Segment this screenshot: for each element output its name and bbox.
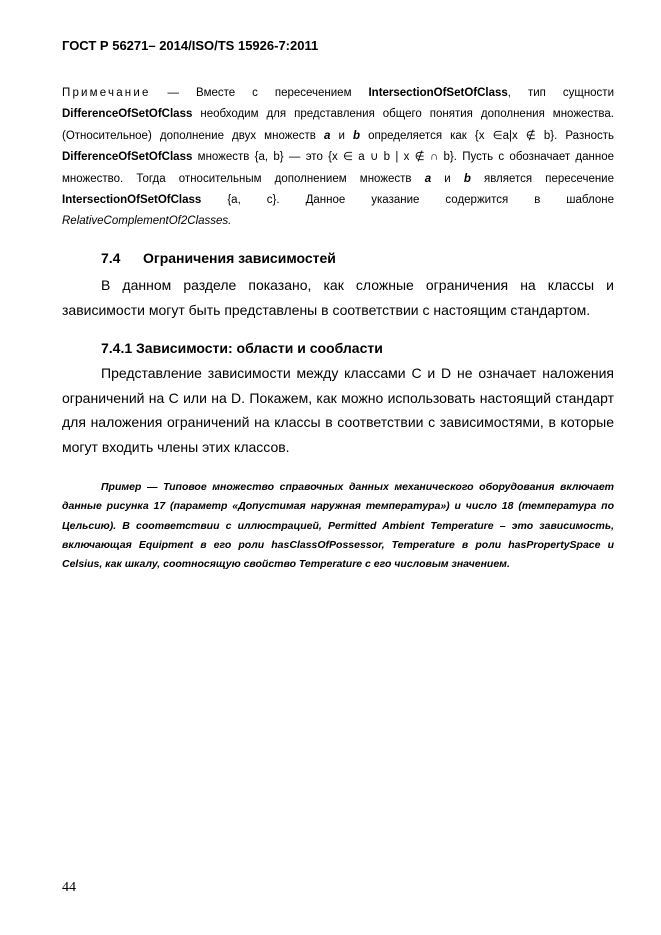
section-title: Ограничения зависимостей [143,250,336,266]
example-paragraph [62,478,614,574]
example-label: Пример [101,481,142,493]
section-heading [101,250,336,266]
note-label: Примечание [62,87,151,99]
note-paragraph: Примечание — Вместе с пересечением IntersectionOfSetOfClass, тип сущности DifferenceOfSetOfClass необходим для представления общего понятия дополнения множества. (Относительное) дополнение двух множеств a и b определяется как {x ∈a|x ∉ b}. Разность DifferenceOfSetOfClass множеств {a, b} — это {x ∈ a ∪ b | x ∉ ∩ b}. Пусть c обозначает данное множество. Тогда относительным дополнением множеств a и b является пересечение IntersectionOfSetOfClass {a, c}. Данное указание содержится в шаблоне RelativeComplementOf2Classes. [62,87,615,228]
section-number: 7.4 [101,250,121,266]
section-paragraph: В данном разделе показано, как сложные ограничения на классы и зависимости могут быть представлены в соответствии с настоящим стандартом. [62,277,614,318]
document-header: ГОСТ Р 56271– 2014/ISO/TS 15926-7:2011 [62,38,319,53]
example-text: — Типовое множество справочных данных механического оборудования включает данные рисунка 17 (параметр «Допустимая наружная температура») и число 18 (температура по Цельсию). В соответствии с иллюстрацией, Permitted Ambient Temperature – это зависимость, включающая Equipment в его роли hasClassOfPossessor, Temperature в роли hasPropertySpace и Celsius, как шкалу, соотносящую свойство Temperature с его числовым значением. [62,481,614,571]
subsection-paragraph: Представление зависимости между классами С и D не означает наложения ограничений на С или на D. Покажем, как можно использовать настоящий стандарт для наложения ограничений на классы в соответствии с зависимостями, в которые могут входить члены этих классов. [62,365,614,455]
subsection-heading: 7.4.1 Зависимости: области и сообласти [101,340,383,356]
page-number: 44 [62,880,76,895]
